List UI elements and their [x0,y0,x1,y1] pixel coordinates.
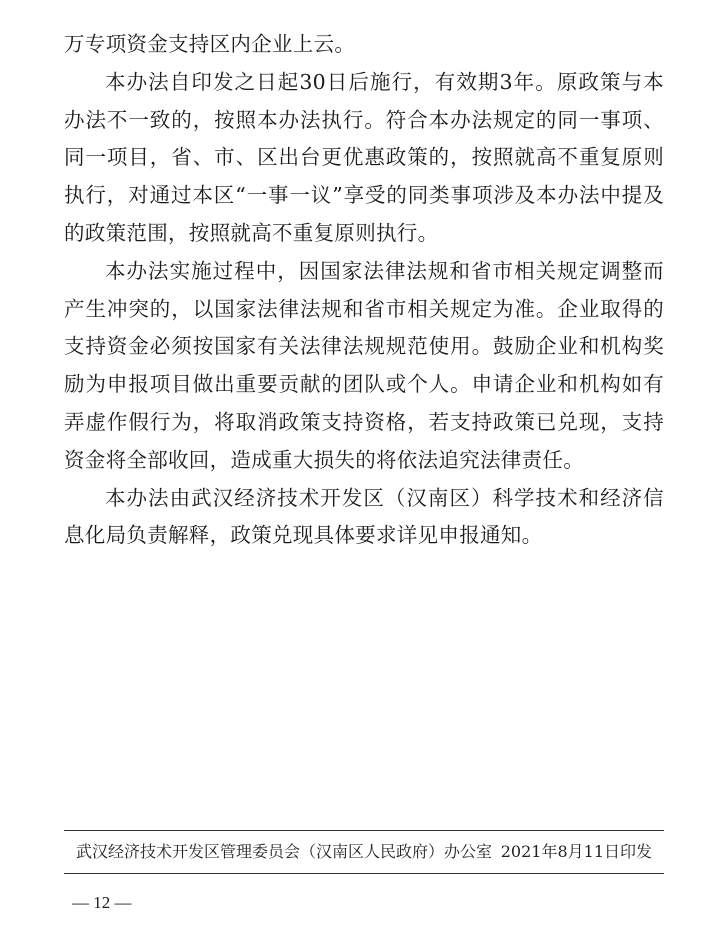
page-number: — 12 — [72,893,132,912]
paragraph-interpretation: 本办法由武汉经济技术开发区（汉南区）科学技术和经济信息化局负责解释，政策兑现具体要求详见申报通知。 [64,485,664,548]
paragraph-legal-compliance: 本办法实施过程中，因国家法律法规和省市相关规定调整而产生冲突的，以国家法律法规和省市相关规定为准。企业取得的支持资金必须按国家有关法律法规规范使用。鼓励企业和机构奖励为申报项目做出重要贡献的团队或个人。申请企业和机构如有弄虚作假行为，将取消政策支持资格，若支持政策已兑现，支持资金将全部收回，造成重大损失的将依法追究法律责任。 [64,258,664,472]
imprint-line [64,838,664,866]
paragraph-effective-date: 本办法自印发之日起30日后施行，有效期3年。原政策与本办法不一致的，按照本办法执行。符合本办法规定的同一事项、同一项目，省、市、区出台更优惠政策的，按照就高不重复原则执行，对通过本区“一事一议”享受的同类事项涉及本办法中提及的政策范围，按照就高不重复原则执行。 [64,69,664,245]
paragraph-continuation: 万专项资金支持区内企业上云。 [64,32,356,56]
issue-date: 2021年8月11日印发 [500,842,652,861]
footer-bottom-divider [64,873,664,874]
document-body [64,26,664,555]
issuer-name: 武汉经济技术开发区管理委员会（汉南区人民政府）办公室 [76,842,493,861]
footer-top-divider [64,830,664,831]
